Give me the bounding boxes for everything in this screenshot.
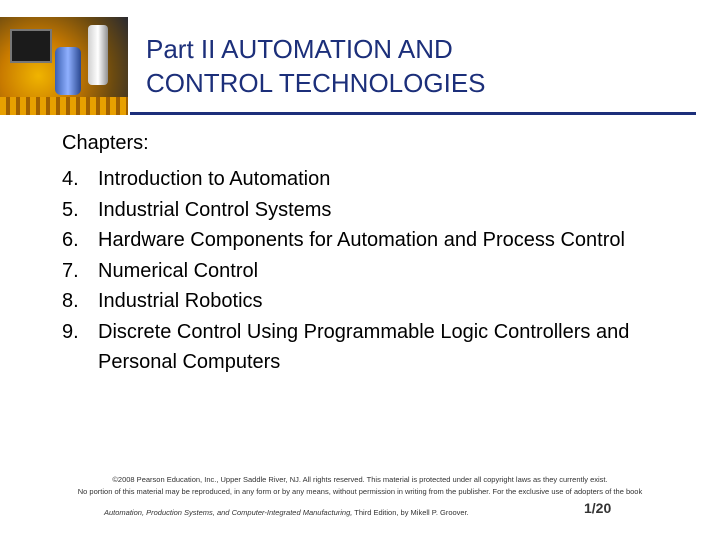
list-item (62, 317, 702, 378)
chapters-label: Chapters: (62, 132, 149, 154)
chapter-number: 8. (62, 290, 79, 312)
list-item (62, 225, 702, 256)
slide-title (146, 32, 706, 100)
book-credit (104, 508, 469, 517)
circuit-board-photo (0, 17, 128, 115)
title-divider (130, 112, 696, 115)
chapter-title: Discrete Control Using Programmable Logic Controllers and Personal Computers (98, 320, 630, 373)
chapter-title: Hardware Components for Automation and Process Control (98, 229, 625, 251)
copyright-line: ©2008 Pearson Education, Inc., Upper Saddle River, NJ. All rights reserved. This material is protected under all copyright laws as they currently exist. (112, 475, 608, 484)
slide-title-line2: CONTROL TECHNOLOGIES (146, 68, 486, 98)
list-item (62, 286, 702, 317)
copyright-notice (0, 474, 720, 498)
list-item (62, 195, 702, 226)
list-item (62, 256, 702, 287)
chip-shape (10, 29, 52, 63)
chapter-number: 4. (62, 168, 79, 190)
book-edition: Third Edition, by Mikell P. Groover. (352, 508, 469, 517)
chapter-number: 6. (62, 229, 79, 251)
copyright-line: No portion of this material may be reproduced, in any form or by any means, without permission in writing from the publisher. For the exclusive use of adopters of the book (77, 487, 643, 496)
chapter-number: 9. (62, 320, 79, 343)
chapter-title: Introduction to Automation (98, 168, 331, 190)
list-item (62, 164, 702, 195)
chapter-title: Industrial Control Systems (98, 198, 332, 221)
book-title: Automation, Production Systems, and Computer-Integrated Manufacturing, (104, 508, 353, 517)
slide-title-line1: Part II AUTOMATION AND (146, 34, 453, 64)
circuit-trace-shape (0, 97, 128, 115)
capacitor-shape (88, 25, 108, 85)
page-number: 1/20 (584, 500, 612, 516)
chapter-number: 7. (62, 259, 79, 282)
chapter-list (62, 164, 702, 378)
chapter-title: Numerical Control (98, 259, 259, 282)
chapter-title: Industrial Robotics (98, 290, 263, 312)
capacitor-shape (55, 47, 81, 95)
chapter-number: 5. (62, 198, 79, 221)
